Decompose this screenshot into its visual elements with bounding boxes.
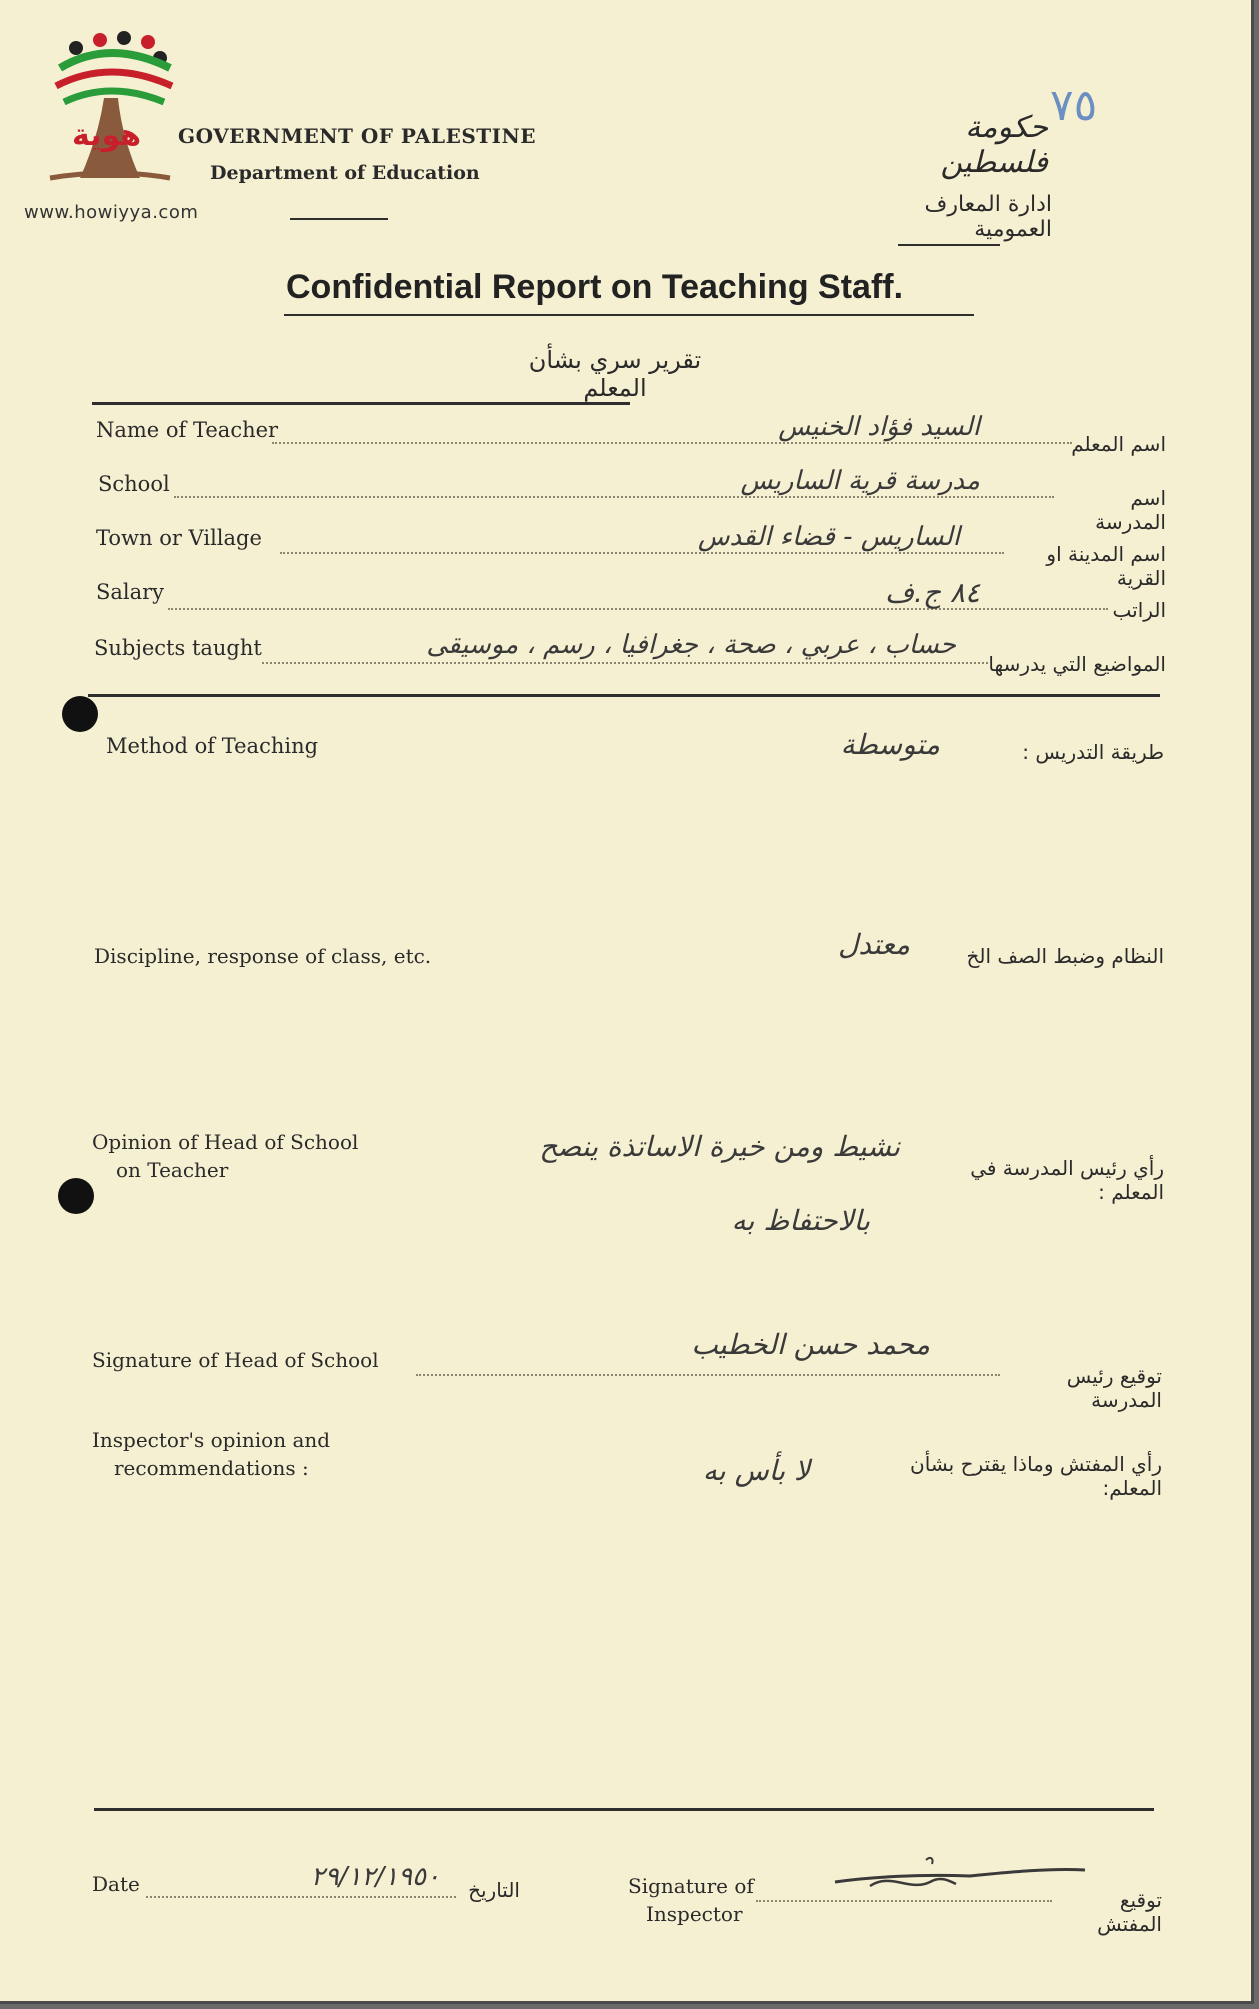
inspector-signature-label-ar: توقيع المفتش (1097, 1888, 1162, 1936)
opinion-value-1: نشيط ومن خيرة الاساتذة ينصح (539, 1130, 900, 1163)
town-label-ar: اسم المدينة او القرية (1046, 542, 1166, 590)
report-title-ar: تقرير سري بشأن المعلم (528, 346, 702, 402)
inspector-opinion-label-ar: رأي المفتش وماذا يقترح بشأن المعلم: (910, 1452, 1162, 1500)
name-label-en: Name of Teacher (96, 418, 279, 442)
dept-title-en: Department of Education (210, 162, 480, 184)
salary-label-ar: الراتب (1112, 598, 1166, 622)
town-dotted-line (280, 552, 1004, 554)
report-title-en: Confidential Report on Teaching Staff. (286, 268, 904, 306)
school-label-ar: اسم المدرسة (1095, 486, 1166, 534)
top-rule (92, 402, 630, 405)
salary-value: ٨٤ ج.ف (885, 576, 980, 609)
town-label-en: Town or Village (96, 526, 262, 550)
teacher-name-value: السيد فؤاد الخنيس (778, 412, 980, 442)
school-label-en: School (98, 472, 170, 496)
inspector-opinion-label-en-1: Inspector's opinion and (92, 1428, 331, 1452)
discipline-value: معتدل (838, 928, 910, 961)
salary-label-en: Salary (96, 580, 165, 604)
head-signature-label-ar: توقيع رئيس المدرسة (1066, 1364, 1162, 1412)
inspector-opinion-label-en-2: recommendations : (114, 1456, 309, 1480)
name-dotted-line (272, 442, 1072, 444)
punch-hole-top (62, 696, 98, 732)
footer-rule (94, 1808, 1154, 1811)
date-label-en: Date (92, 1872, 140, 1896)
opinion-label-ar: رأي رئيس المدرسة في المعلم : (970, 1156, 1164, 1204)
inspector-signature-label-en-2: Inspector (646, 1902, 743, 1926)
head-signature-label-en: Signature of Head of School (92, 1348, 379, 1372)
head-signature-dotted-line (416, 1374, 1000, 1376)
howiyya-logo-icon (40, 28, 180, 198)
subjects-value: حساب ، عربي ، صحة ، جغرافيا ، رسم ، موسيقى (426, 630, 956, 660)
punch-hole-bottom (58, 1178, 94, 1214)
discipline-label-en: Discipline, response of class, etc. (94, 944, 432, 968)
name-label-ar: اسم المعلم (1071, 432, 1166, 456)
dept-title-ar: ادارة المعارف العمومية (924, 192, 1052, 242)
town-value: الساريس - قضاء القدس (697, 522, 960, 552)
method-label-en: Method of Teaching (106, 734, 319, 758)
date-value: ٢٩/١٢/١٩٥٠ (310, 1862, 440, 1892)
title-underline (284, 314, 974, 316)
logo-text: هوية (72, 118, 142, 153)
school-dotted-line (174, 496, 1054, 498)
header-divider-right (898, 244, 1000, 246)
discipline-label-ar: النظام وضبط الصف الخ (966, 944, 1164, 968)
watermark-url: www.howiyya.com (24, 202, 199, 223)
method-value: متوسطة (840, 728, 940, 761)
head-signature-value: محمد حسن الخطيب (691, 1328, 930, 1361)
page-number: ٧٥ (1050, 80, 1098, 131)
subjects-label-en: Subjects taught (94, 636, 262, 660)
gov-title-ar: حكومة فلسطين (940, 110, 1048, 180)
subjects-label-ar: المواضيع التي يدرسها (988, 652, 1166, 676)
fields-bottom-rule (88, 694, 1160, 697)
subjects-dotted-line (262, 662, 988, 664)
inspector-signature-label-en-1: Signature of (628, 1874, 754, 1898)
opinion-value-2: بالاحتفاظ به (731, 1204, 870, 1237)
method-label-ar: طريقة التدريس : (1022, 740, 1164, 764)
gov-title-en: GOVERNMENT OF PALESTINE (178, 124, 537, 148)
date-label-ar: التاريخ (468, 1878, 520, 1902)
school-value: مدرسة قرية الساريس (740, 466, 980, 496)
header-divider-left (290, 218, 388, 220)
date-dotted-line (146, 1896, 456, 1898)
opinion-label-en-2: on Teacher (116, 1158, 229, 1182)
opinion-label-en-1: Opinion of Head of School (92, 1130, 359, 1154)
inspector-opinion-value: لا بأس به (702, 1454, 810, 1487)
